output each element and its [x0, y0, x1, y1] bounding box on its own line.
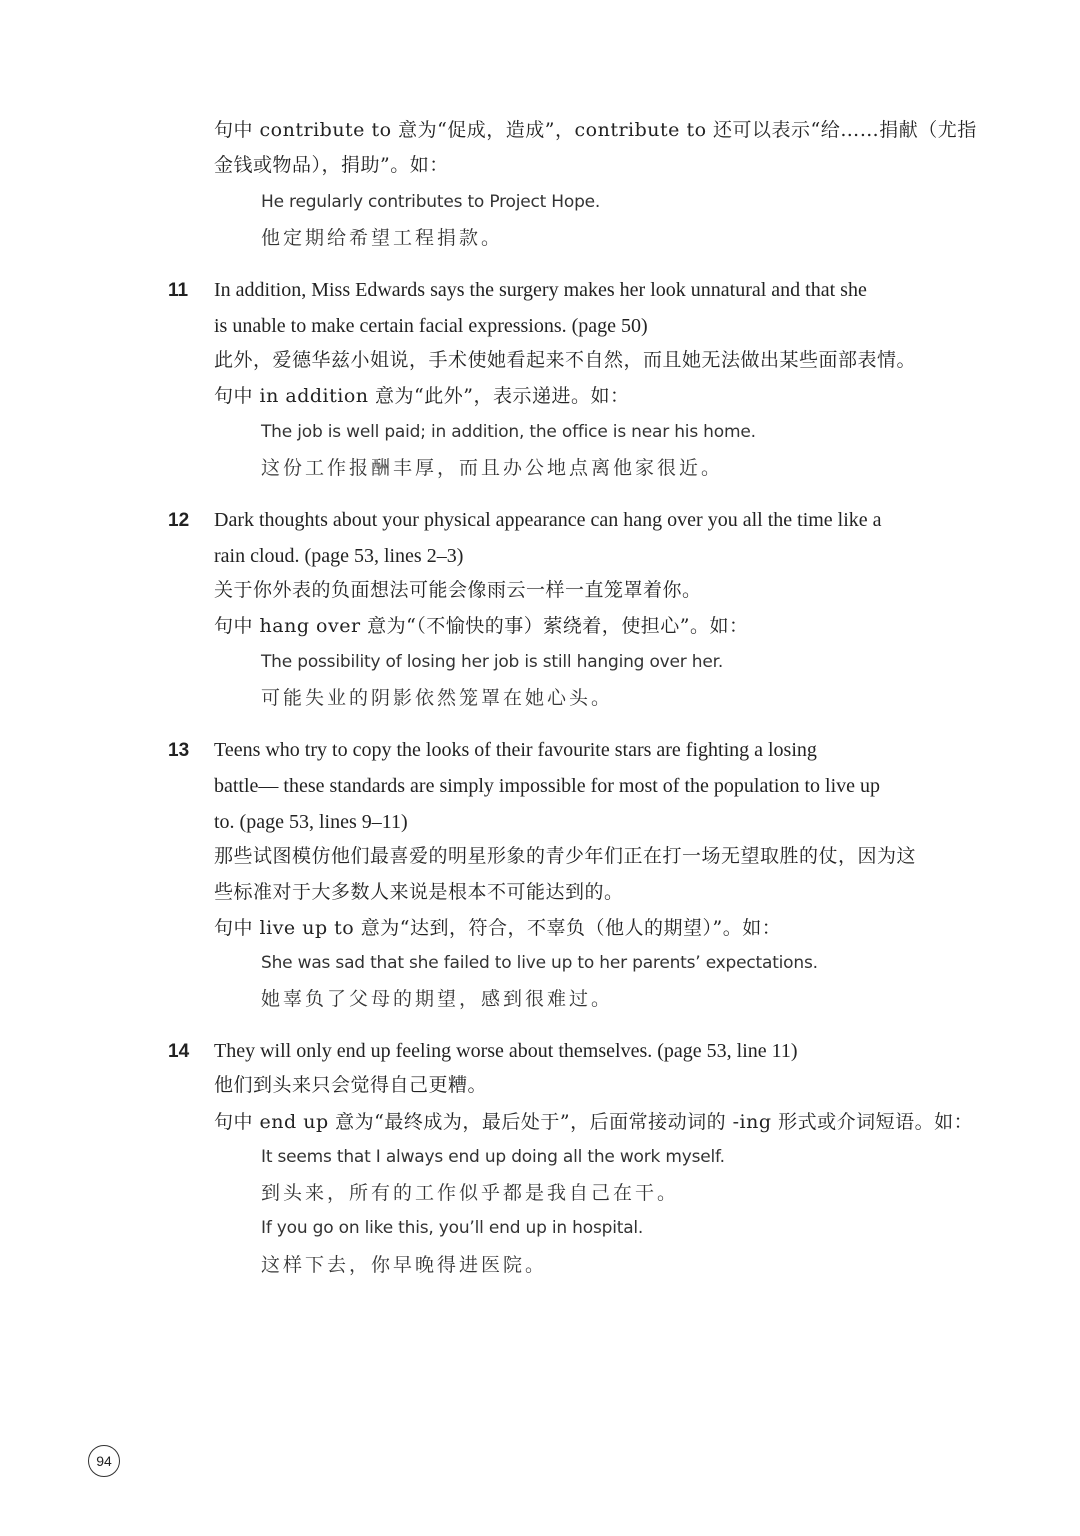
example-en: The job is well paid; in addition, the office is near his home.	[261, 422, 756, 442]
item-translation: 关于你外表的负面想法可能会像雨云一样一直笼罩着你。	[214, 579, 702, 601]
item-explanation: 句中 live up to 意为“达到，符合，不辜负（他人的期望）”。如：	[214, 917, 782, 939]
example-zh: 这样下去，你早晚得进医院。	[261, 1254, 548, 1276]
example-en: It seems that I always end up doing all the work myself.	[261, 1147, 725, 1167]
item-sentence-line: is unable to make certain facial expressions. (page 50)	[214, 315, 648, 337]
item-number: 14	[168, 1041, 190, 1062]
item-sentence-line: to. (page 53, lines 9–11)	[214, 811, 408, 833]
intro-explanation-line-2: 金钱或物品），捐助”。如：	[214, 154, 449, 176]
item-sentence-line: rain cloud. (page 53, lines 2–3)	[214, 545, 464, 567]
example-zh: 她辜负了父母的期望，感到很难过。	[261, 988, 614, 1010]
item-sentence-line: In addition, Miss Edwards says the surgery makes her look unnatural and that she	[214, 279, 867, 301]
item-translation: 他们到头来只会觉得自己更糟。	[214, 1074, 488, 1096]
item-explanation: 句中 hang over 意为“（不愉快的事）萦绕着，使担心”。如：	[214, 615, 749, 637]
intro-explanation-line-1: 句中 contribute to 意为“促成，造成”，contribute to 还可以表示“给……捐献（尤指	[214, 119, 977, 141]
intro-example-en: He regularly contributes to Project Hope.	[261, 192, 601, 212]
item-explanation: 句中 end up 意为“最终成为，最后处于”，后面常接动词的 -ing 形式或介词短语。如：	[214, 1111, 974, 1133]
example-en: If you go on like this, you’ll end up in hospital.	[261, 1218, 644, 1238]
item-sentence-line: They will only end up feeling worse about themselves. (page 53, line 11)	[214, 1040, 798, 1062]
page-number-badge	[88, 1445, 120, 1477]
item-sentence-line: battle— these standards are simply impossible for most of the population to live up	[214, 775, 880, 797]
example-en: She was sad that she failed to live up to her parents’ expectations.	[261, 953, 818, 973]
example-zh: 到头来，所有的工作似乎都是我自己在干。	[261, 1182, 680, 1204]
intro-example-zh: 他定期给希望工程捐款。	[261, 227, 504, 249]
item-number: 11	[168, 280, 189, 301]
item-number: 13	[168, 740, 190, 761]
item-sentence-line: Teens who try to copy the looks of their favourite stars are fighting a losing	[214, 739, 817, 761]
item-translation: 此外，爱德华兹小姐说，手术使她看起来不自然，而且她无法做出某些面部表情。	[214, 349, 917, 371]
example-zh: 可能失业的阴影依然笼罩在她心头。	[261, 687, 614, 709]
example-en: The possibility of losing her job is still hanging over her.	[261, 652, 724, 672]
page-number: 94	[96, 1453, 112, 1469]
item-translation: 那些试图模仿他们最喜爱的明星形象的青少年们正在打一场无望取胜的仗，因为这	[214, 845, 917, 867]
item-translation: 些标准对于大多数人来说是根本不可能达到的。	[214, 881, 624, 903]
item-number: 12	[168, 510, 190, 531]
example-zh: 这份工作报酬丰厚，而且办公地点离他家很近。	[261, 457, 724, 479]
item-explanation: 句中 in addition 意为“此外”，表示递进。如：	[214, 385, 630, 407]
item-sentence-line: Dark thoughts about your physical appearance can hang over you all the time like a	[214, 509, 882, 531]
